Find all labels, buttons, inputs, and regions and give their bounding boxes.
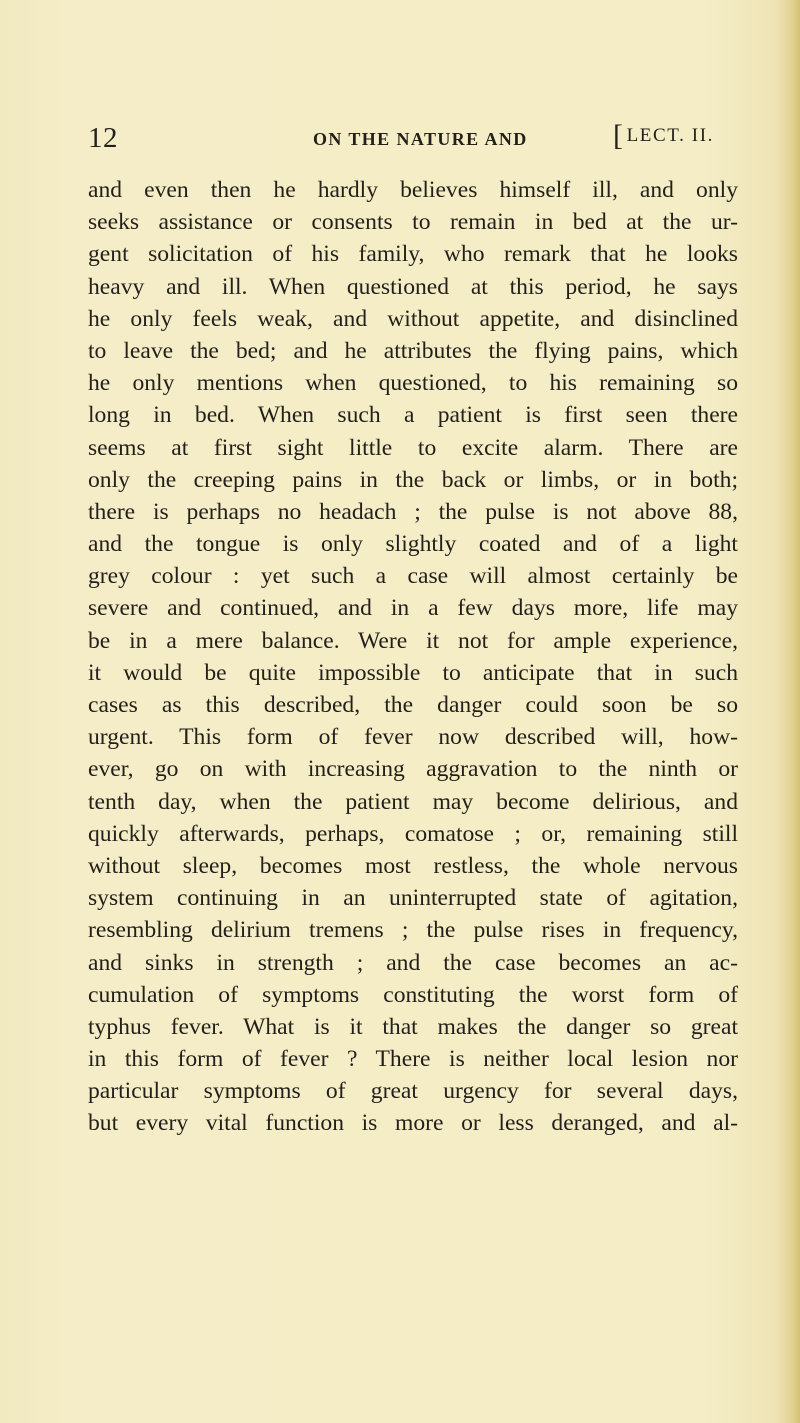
text-line: cases as this described, the danger could soon be so <box>88 692 738 718</box>
text-line: but every vital function is more or less deranged, and al- <box>88 1110 738 1137</box>
text-line: long in bed. When such a patient is first seen there <box>88 402 738 429</box>
text-line: particular symptoms of great urgency for several days, <box>88 1078 738 1105</box>
text-line: and the tongue is only slightly coated and of a light <box>88 531 738 558</box>
text-line: typhus fever. What is it that makes the danger so great <box>88 1013 738 1040</box>
text-line: he only mentions when questioned, to his remaining so <box>88 370 738 397</box>
running-title: ON THE NATURE AND <box>313 129 528 149</box>
text-line: and sinks in strength ; and the case becomes an ac- <box>88 949 738 976</box>
text-line: be in a mere balance. Were it not for ample experience, <box>88 627 738 654</box>
text-line: cumulation of symptoms constituting the worst form of <box>88 981 738 1008</box>
text-line: resembling delirium tremens ; the pulse rises in frequency, <box>88 917 738 944</box>
lecture-text: LECT. II. <box>626 125 714 146</box>
text-line: seems at first sight little to excite alarm. There are <box>88 434 738 461</box>
text-line: severe and continued, and in a few days more, life may <box>88 595 738 622</box>
text-line: only the creeping pains in the back or limbs, or in both; <box>88 466 738 493</box>
text-line: he only feels weak, and without appetite, and disinclined <box>88 305 738 332</box>
text-line: in this form of fever ? There is neither local lesion nor <box>88 1046 738 1073</box>
text-line: heavy and ill. When questioned at this period, he says <box>88 273 738 300</box>
text-line: grey colour : yet such a case will almost certainly be <box>88 563 738 590</box>
text-line: without sleep, becomes most restless, the whole nervous <box>88 852 738 879</box>
text-line: there is perhaps no headach ; the pulse is not above 88, <box>88 498 738 525</box>
text-line: gent solicitation of his family, who remark that he looks <box>88 241 738 268</box>
text-line: seeks assistance or consents to remain in bed at the ur- <box>88 209 738 236</box>
running-head <box>88 120 738 160</box>
lecture-label <box>613 119 714 152</box>
text-line: to leave the bed; and he attributes the flying pains, which <box>88 337 738 364</box>
text-line: and even then he hardly believes himself ill, and only <box>88 177 738 203</box>
text-line: system continuing in an uninterrupted state of agitation, <box>88 885 738 912</box>
text-line: tenth day, when the patient may become delirious, and <box>88 788 738 815</box>
lecture-bracket: [ <box>613 119 625 152</box>
text-line: it would be quite impossible to anticipate that in such <box>88 659 738 686</box>
text-line: ever, go on with increasing aggravation to the ninth or <box>88 756 738 783</box>
body-text <box>88 174 738 1140</box>
text-line: urgent. This form of fever now described will, how- <box>88 724 738 751</box>
text-line: quickly afterwards, perhaps, comatose ; or, remaining still <box>88 820 738 847</box>
page-number: 12 <box>88 122 118 154</box>
page-edge-stain <box>778 0 800 1423</box>
